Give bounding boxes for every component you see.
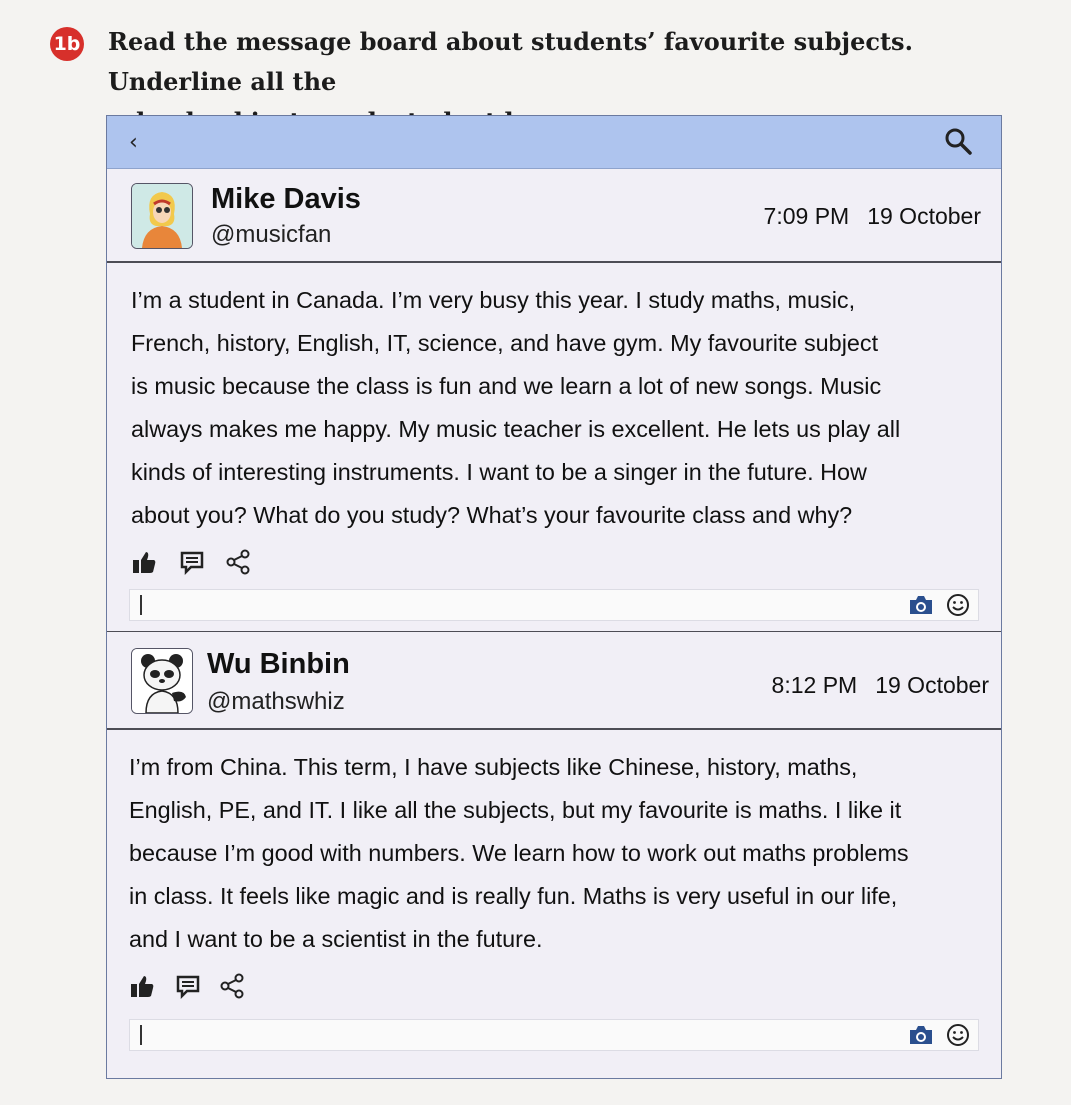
post-body-line: I’m a student in Canada. I’m very busy this year. I study maths, music, [131, 286, 856, 313]
share-icon[interactable] [225, 549, 251, 575]
post-body [107, 263, 1001, 537]
thumbs-up-icon[interactable] [129, 973, 155, 999]
post-body-line: is music because the class is fun and we learn a lot of new songs. Music [131, 372, 882, 399]
post-author-handle[interactable]: @mathswhiz [207, 688, 345, 715]
avatar-music-girl-icon [132, 184, 192, 248]
text-cursor [140, 1025, 142, 1045]
smile-icon[interactable] [946, 593, 970, 617]
post-wu-binbin [107, 632, 1001, 1051]
post-actions [107, 969, 1001, 1013]
post-body-line: French, history, English, IT, science, and have gym. My favourite subject [131, 329, 879, 356]
post-author-name[interactable]: Mike Davis [211, 183, 361, 215]
board-topbar [107, 116, 1001, 169]
share-icon[interactable] [219, 973, 245, 999]
post-body [107, 730, 1001, 961]
exercise-badge: 1b [50, 27, 84, 61]
comment-icon[interactable] [179, 549, 205, 575]
post-author-name[interactable]: Wu Binbin [207, 648, 350, 680]
search-icon[interactable] [943, 126, 973, 156]
post-body-line: kinds of interesting instruments. I want to be a singer in the future. How [131, 458, 867, 485]
message-board [106, 115, 1002, 1079]
post-date: 19 October [867, 203, 981, 229]
post-actions [107, 545, 1001, 589]
post-header [107, 632, 1001, 728]
smile-icon[interactable] [946, 1023, 970, 1047]
post-mike-davis [107, 169, 1001, 621]
post-time: 8:12 PM [771, 672, 858, 698]
post-header [107, 169, 1001, 261]
post-body-line: always makes me happy. My music teacher is excellent. He lets us play all [131, 415, 901, 442]
post-time: 7:09 PM [763, 203, 850, 229]
instruction-line-1: Read the message board about students’ favourite subjects. Underline all the [108, 27, 913, 96]
camera-icon[interactable] [908, 593, 934, 617]
post-timestamp [764, 203, 981, 230]
chevron-left-icon[interactable]: ‹ [129, 130, 138, 155]
avatar-panda-icon [132, 649, 192, 713]
thumbs-up-icon[interactable] [131, 549, 157, 575]
post-date: 19 October [875, 672, 989, 698]
comment-icon[interactable] [175, 973, 201, 999]
post-body-line: in class. It feels like magic and is really fun. Maths is very useful in our life, [129, 882, 898, 909]
post-timestamp [772, 672, 989, 699]
post-gap [107, 621, 1001, 631]
avatar[interactable] [131, 183, 193, 249]
post-body-line: and I want to be a scientist in the future. [129, 925, 543, 952]
avatar[interactable] [131, 648, 193, 714]
text-cursor [140, 595, 142, 615]
comment-input[interactable] [129, 1019, 979, 1051]
post-body-line: about you? What do you study? What’s your favourite class and why? [131, 501, 853, 528]
comment-input[interactable] [129, 589, 979, 621]
post-body-line: English, PE, and IT. I like all the subjects, but my favourite is maths. I like it [129, 796, 902, 823]
post-author-handle[interactable]: @musicfan [211, 221, 332, 248]
post-body-line: because I’m good with numbers. We learn how to work out maths problems [129, 839, 909, 866]
camera-icon[interactable] [908, 1023, 934, 1047]
post-body-line: I’m from China. This term, I have subjects like Chinese, history, maths, [129, 753, 858, 780]
